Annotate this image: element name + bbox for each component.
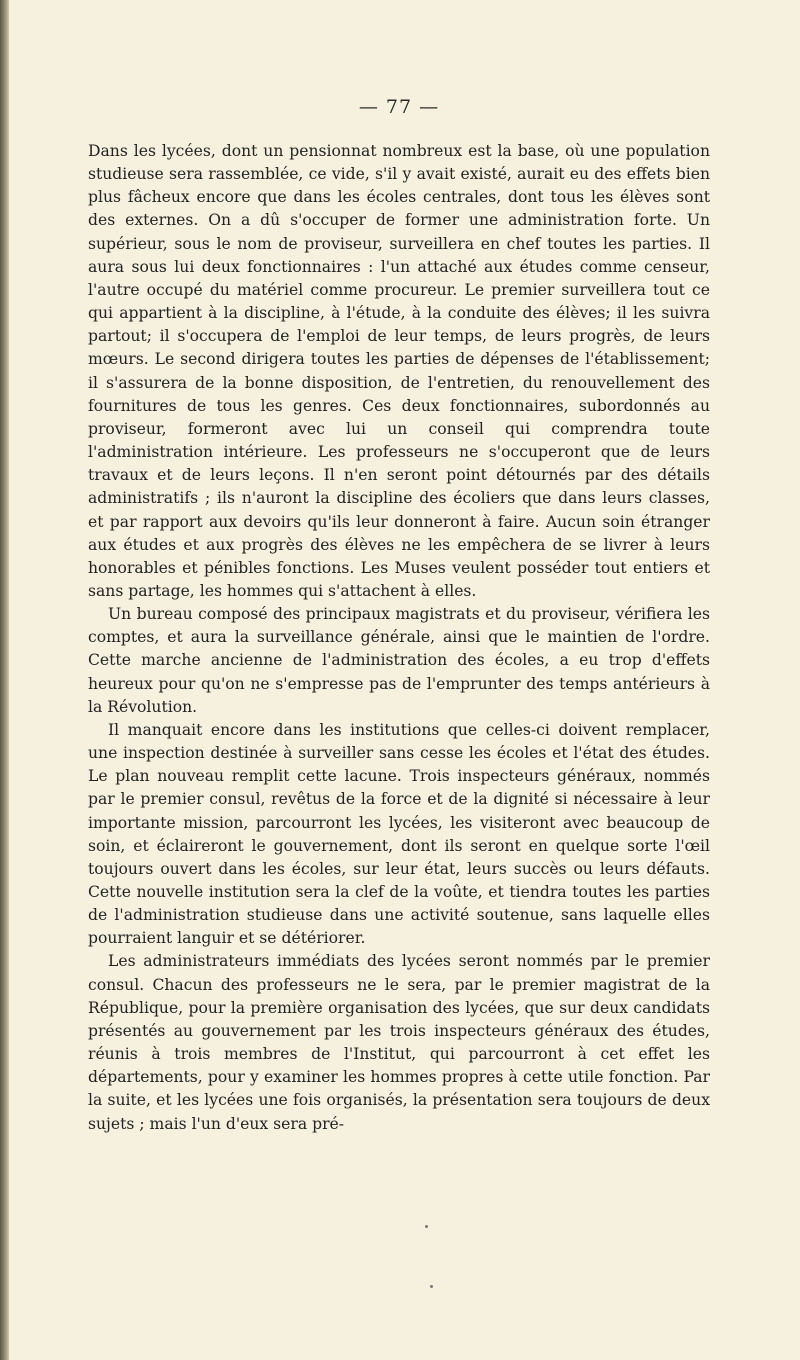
paragraph-4: Les administrateurs immédiats des lycées seront nommés par le premier consul. Chacun des professeurs ne le sera, par le premier magistrat de la République, pour la première organisation des lycées, que sur deux candidats présentés au gouvernement par les trois inspecteurs généraux des études, réunis à trois membres de l'Institut, qui parcourront à cet effet les départements, pour y examiner les hommes propres à cette utile fonction. Par la suite, et les lycées une fois organisés, la présentation sera toujours de deux sujets ; mais l'un d'eux sera pré- xyxy=(88,952,710,1133)
paragraph-3: Il manquait encore dans les institutions que celles-ci doivent remplacer, une inspection destinée à surveiller sans cesse les écoles et l'état des études. Le plan nouveau remplit cette lacune. Trois inspecteurs généraux, nommés par le premier consul, revêtus de la force et de la dignité si nécessaire à leur importante mission, parcourront les lycées, les visiteront avec beaucoup de soin, et éclaireront le gouvernement, dont ils seront en quelque sorte l'œil toujours ouvert dans les écoles, sur leur état, leurs succès ou leurs défauts. Cette nouvelle institution sera la clef de la voûte, et tiendra toutes les parties de l'administration studieuse dans une activité soutenue, sans laquelle elles pourraient languir et se détériorer. xyxy=(88,720,710,948)
book-binding-edge xyxy=(0,0,9,1360)
paragraph-2: Un bureau composé des principaux magistrats et du proviseur, vérifiera les comptes, et aura la surveillance générale, ainsi que le maintien de l'ordre. Cette marche ancienne de l'administration des écoles, a eu trop d'effets heureux pour qu'on ne s'empresse pas de l'emprunter des temps antérieurs à la Révolution. xyxy=(88,605,710,716)
ink-speck xyxy=(425,1225,428,1228)
paragraph-1: Dans les lycées, dont un pensionnat nombreux est la base, où une population studieuse sera rassemblée, ce vide, s'il y avait existé, aurait eu des effets bien plus fâcheux encore que dans les écoles centrales, dont tous les élèves sont des externes. On a dû s'occuper de former une administration forte. Un supérieur, sous le nom de proviseur, surveillera en chef toutes les parties. Il aura sous lui deux fonctionnaires : l'un attaché aux études comme censeur, l'autre occupé du matériel comme procureur. Le premier surveillera tout ce qui appartient à la discipline, à l'étude, à la conduite des élèves; il les suivra partout; il s'occupera de l'emploi de leur temps, de leurs progrès, de leurs mœurs. Le second dirigera toutes les parties de dépenses de l'établissement; il s'assurera de la bonne disposition, de l'entretien, du renouvellement des fournitures de tous les genres. Ces deux fonctionnaires, subordonnés au proviseur, formeront avec lui un conseil qui comprendra toute l'administration intérieure. Les professeurs ne s'occuperont que de leurs travaux et de leurs leçons. Il n'en seront point détournés par des détails administratifs ; ils n'auront la discipline des écoliers que dans leurs classes, et par rapport aux devoirs qu'ils leur donneront à faire. Aucun soin étranger aux études et aux progrès des élèves ne les empêchera de se livrer à leurs honorables et pénibles fonctions. Les Muses veulent posséder tout entiers et sans partage, les hommes qui s'attachent à elles. xyxy=(88,142,710,600)
document-page xyxy=(88,96,710,1136)
page-number: — 77 — xyxy=(358,96,440,118)
ink-speck xyxy=(430,1285,433,1288)
